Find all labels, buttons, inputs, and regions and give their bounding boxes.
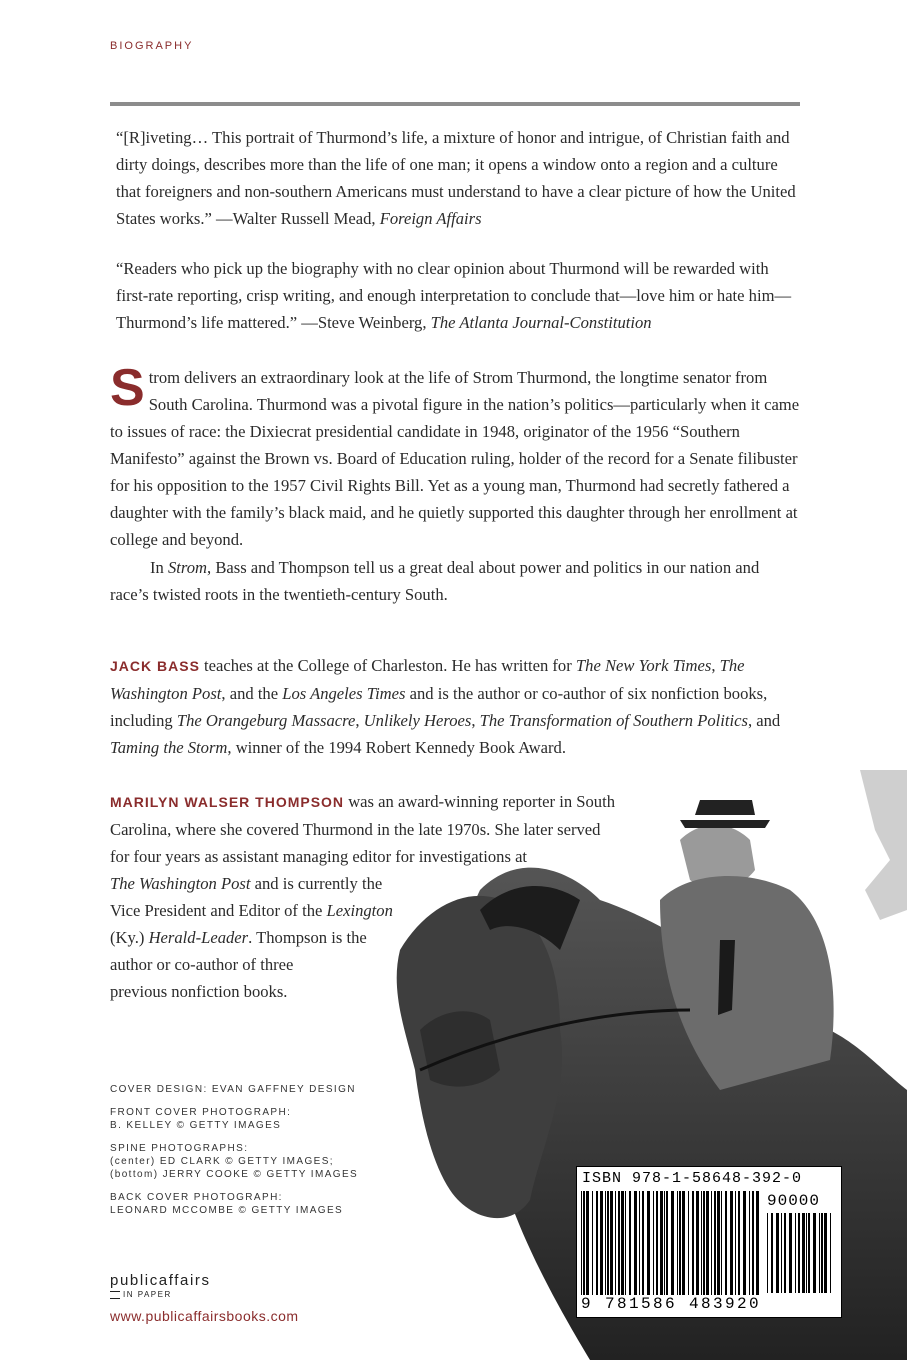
quote-1-attribution: —Walter Russell Mead, [216,209,376,228]
barcode-bar [618,1191,620,1295]
barcode-bar [802,1213,805,1293]
bio-title: The Washington Post [110,874,251,893]
bio-text: , [471,711,480,730]
barcode-bar [664,1191,665,1295]
bio-text: teaches at the College of Charleston. He has written for [199,656,576,675]
barcode-bar [784,1213,786,1293]
quote-1-text: “[R]iveting… This portrait of Thurmond’s life, a mixture of honor and intrigue, of Christian faith and dirty doings, describes more than the life of one man; it opens a window onto a region and a culture that foreigners and non-southern Americans must understand to have a clear picture of how the United States works.” [116,128,796,228]
barcode-bar [666,1191,668,1295]
price-code: 90000 [767,1192,821,1210]
barcode-bar [647,1191,650,1295]
bio-title: The Transformation of Southern Politics [479,711,748,730]
bio-text: , [355,711,364,730]
barcode-bar [600,1191,603,1295]
barcode-bar [767,1213,768,1293]
credit-front-cover [110,1106,358,1132]
barcode-bar [806,1213,807,1293]
credit-line: SPINE PHOTOGRAPHS: [110,1143,249,1154]
barcode-bar [688,1191,689,1295]
barcode-bar [714,1191,716,1295]
barcode-bar [725,1191,727,1295]
barcode-bar [621,1191,624,1295]
barcode-bar [629,1191,631,1295]
isbn-barcode [576,1166,842,1318]
bio-text: , [711,656,720,675]
barcode-bar [581,1191,582,1295]
barcode-bar [696,1191,699,1295]
barcode-bar [711,1191,712,1295]
barcode-bar [730,1191,733,1295]
bio-line: and is currently the [250,874,383,893]
drop-cap: S [110,359,145,417]
barcode-bar [605,1191,606,1295]
quote-2 [110,255,800,336]
quote-1 [110,124,800,232]
bio-text: and is the author or co-author of six nonfiction books, including [110,684,768,730]
bio-line: author or co-author of three [110,955,294,974]
book-description [110,359,800,608]
bio-line: (Ky.) [110,928,149,947]
barcode-bar [703,1191,705,1295]
bio-line: for four years as assistant managing editor for investigations at [110,847,528,866]
barcode-bar [776,1213,779,1293]
barcode-bar [819,1213,820,1293]
bio-title: Herald-Leader [148,928,249,947]
quote-2-attribution: —Steve Weinberg, [301,313,427,332]
bio-title: Los Angeles Times [282,684,406,703]
barcode-bar [756,1191,759,1295]
barcode-bar [701,1191,702,1295]
author-name-marilyn-thompson: MARILYN WALSER THOMPSON [110,794,345,810]
barcode-bar [771,1213,773,1293]
barcode-bar [660,1191,663,1295]
barcode-bar [677,1191,678,1295]
barcode-bar [735,1191,736,1295]
publisher-name: publicaffairs [110,1272,211,1289]
credit-line: B. KELLEY © GETTY IMAGES [110,1120,282,1131]
barcode-bar [824,1213,827,1293]
bio-line: Carolina, where she covered Thurmond in the late 1970s. She later served [110,820,601,839]
bio-line: previous nonfiction books. [110,982,288,1001]
barcode-bar [743,1191,746,1295]
barcode-bar [706,1191,709,1295]
divider-rule [110,102,800,106]
author-bio-jack-bass [110,652,800,761]
credit-line: LEONARD MCCOMBE © GETTY IMAGES [110,1205,344,1216]
barcode-bar [813,1213,816,1293]
description-para-2-intro: In [150,558,164,577]
quote-2-source: The Atlanta Journal-Constitution [430,313,652,332]
description-book-title: Strom [167,558,208,577]
credit-line: BACK COVER PHOTOGRAPH: [110,1192,283,1203]
publisher-logo [110,1272,211,1299]
ean-digits: 9 781586 483920 [581,1295,762,1313]
credit-line: FRONT COVER PHOTOGRAPH: [110,1107,292,1118]
barcode-bar [795,1213,796,1293]
barcode-bar [752,1191,754,1295]
barcode-bar [634,1191,637,1295]
bio-title: The New York Times [575,656,712,675]
description-para-2-rest: , Bass and Thompson tell us a great deal about power and politics in our nation and race’s twisted roots in the twentieth-century South. [110,558,760,604]
bio-text: , and [747,711,781,730]
barcode-bar [679,1191,681,1295]
author-bio-marilyn-thompson [110,788,670,1005]
photo-credits [110,1083,358,1227]
barcode-bar [625,1191,626,1295]
barcode-bar [642,1191,644,1295]
barcode-bar [592,1191,593,1295]
bio-line: Vice President and Editor of the [110,901,327,920]
barcode-bar [749,1191,750,1295]
credit-line: (center) ED CLARK © GETTY IMAGES; [110,1156,334,1167]
bio-text: , winner of the 1994 Robert Kennedy Book Award. [227,738,566,757]
bio-title: The Washington Post [110,656,745,703]
barcode-bar [821,1213,823,1293]
barcode-bar [808,1213,810,1293]
credit-line: COVER DESIGN: EVAN GAFFNEY DESIGN [110,1084,356,1095]
barcode-bar [653,1191,654,1295]
barcode-bar [738,1191,740,1295]
bio-title: Taming the Storm [110,738,228,757]
barcode-bar [596,1191,598,1295]
barcode-bar [583,1191,585,1295]
barcode-bar [798,1213,800,1293]
barcode-bar [610,1191,613,1295]
ean-barcode-bars [581,1191,761,1295]
category-label: BIOGRAPHY [110,40,194,52]
barcode-bar [721,1191,722,1295]
barcode-bar [639,1191,640,1295]
credit-cover-design [110,1083,358,1096]
barcode-bar [586,1191,589,1295]
addon-barcode-bars [767,1213,833,1293]
quote-2-text: “Readers who pick up the biography with no clear opinion about Thurmond will be rewarded with first-rate reporting, crisp writing, and enough interpretation to conclude that—love him or hate him—Thurmond’s life mattered.” [116,259,792,332]
barcode-bar [656,1191,658,1295]
publisher-website-link[interactable]: www.publicaffairsbooks.com [110,1308,299,1324]
barcode-bar [789,1213,792,1293]
quote-1-source: Foreign Affairs [379,209,482,228]
publisher-imprint-text: IN PAPER [123,1290,172,1299]
bio-line: . Thompson is the [248,928,367,947]
barcode-bar [717,1191,720,1295]
publisher-imprint [110,1290,211,1299]
credit-line: (bottom) JERRY COOKE © GETTY IMAGES [110,1169,359,1180]
barcode-bar [671,1191,674,1295]
bio-title: The Orangeburg Massacre [176,711,356,730]
credit-spine [110,1142,358,1181]
barcode-bar [615,1191,616,1295]
isbn-number: ISBN 978-1-58648-392-0 [582,1170,803,1187]
bio-line: was an award-winning reporter in South [344,792,616,811]
bio-title: Lexington [326,901,393,920]
bio-title: Unlikely Heroes [363,711,472,730]
barcode-bar [682,1191,685,1295]
imprint-lines-icon [110,1291,120,1299]
author-name-jack-bass: JACK BASS [110,658,200,674]
barcode-bar [830,1213,831,1293]
barcode-bar [781,1213,782,1293]
description-para-1: trom delivers an extraordinary look at the life of Strom Thurmond, the longtime senator from South Carolina. Thurmond was a pivotal figure in the nation’s politics—particularly when it came to issues of race: the Dixiecrat presidential candidate in 1948, originator of the 1956 “Southern Manifesto” against the Brown vs. Board of Education ruling, holder of the record for a Senate filibuster for his opposition to the 1957 Civil Rights Bill. Yet as a young man, Thurmond had secretly fathered a daughter with the family’s black maid, and he quietly supported this daughter through her enrollment at college and beyond. [110,368,800,549]
credit-back-cover [110,1191,358,1217]
barcode-bar [692,1191,694,1295]
bio-text: , and the [221,684,283,703]
barcode-bar [607,1191,609,1295]
